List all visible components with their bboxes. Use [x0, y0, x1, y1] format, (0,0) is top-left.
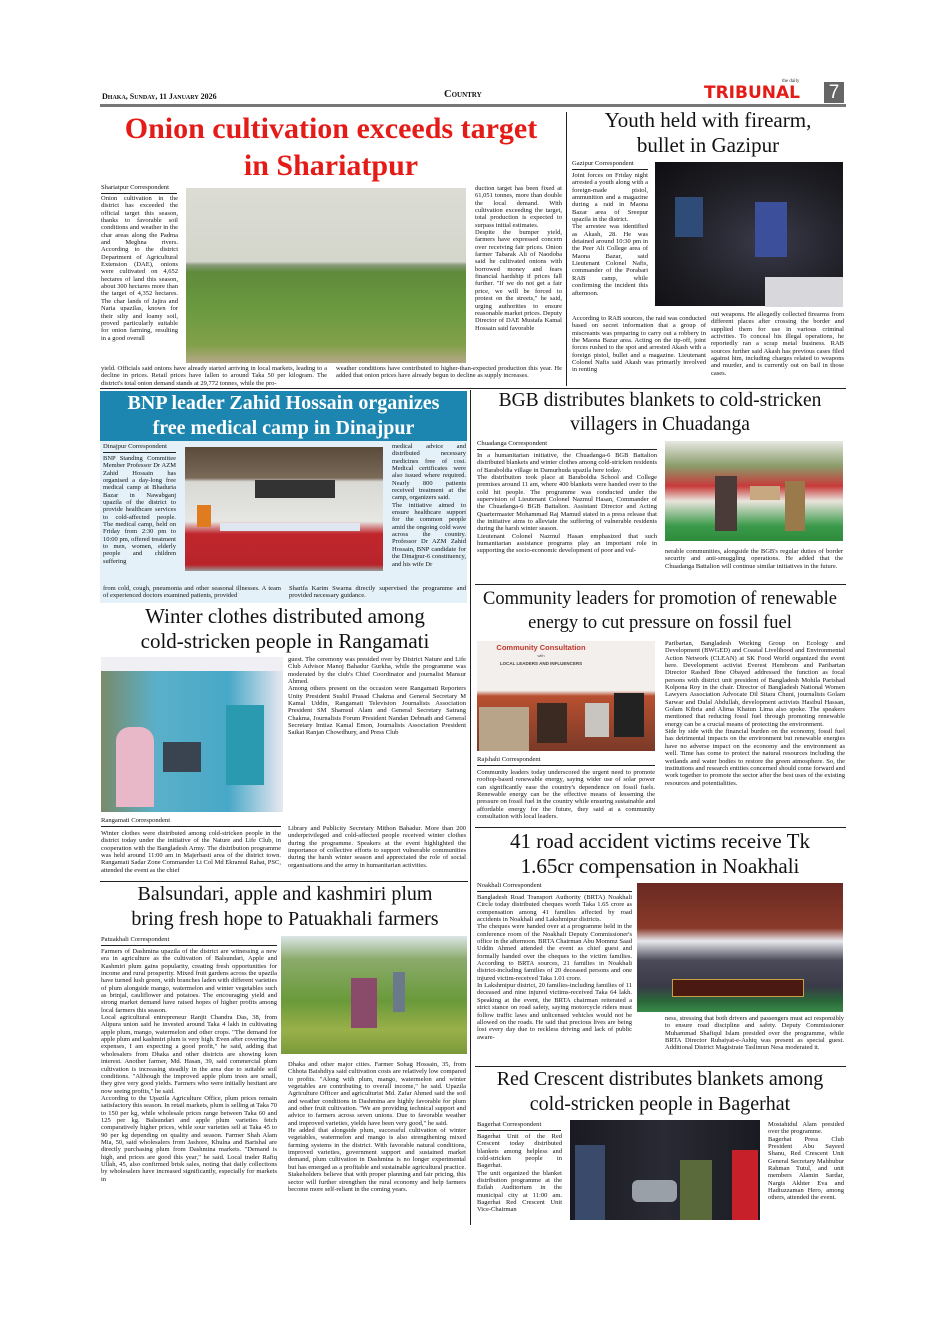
speaker-figure — [585, 703, 609, 737]
headline-line: cold-stricken people in Rangamati — [140, 629, 430, 653]
bagerhat-headline — [474, 1067, 846, 1117]
bnp-text-4: Sharifa Karim Swarna directly supervised the programme and provided necessary guidance. — [289, 585, 466, 600]
gazipur-text-1: Joint forces on Friday night arrested a youth along with a foreign-made pistol, ammunition and a magazine during a raid in Maona Bazar area of Sreepur upazila in the district. The arrestee was identified as Akash, 28. He was detained around 10:30 pm in the Peer Ali College area of Maona Bazar, said Lieutenant Colonel Nafis, commander of the Porabari RAB camp, while confirming the incident this afternoon. — [572, 172, 648, 297]
plum-garden-photo — [281, 936, 467, 1054]
section-rule — [475, 827, 846, 828]
rangamati-text-1: guest. The ceremony was presided over by District Nature and Life Club Advisor Manoj Bahadur Gurkha, while the programme was moderated by the club's Chief Coordinator and journalist Mansur Ahmed. Among others present on the occasion were Rangamati Reporters Unity President Sushil Prasad Chakma and General Secretary M Kamal Uddin, Rangamati Television Journalists Association President SM Shamsul Alam and General Secretary Satrang Chakma, Journalists Forum President Nandan Debnath and General Secretary Imtiaz Kamal Emon, Journalists Association President Saikat Ranjan Chowdhury, and Press Club — [288, 656, 466, 737]
bagerhat-text-1: Bagerhat Unit of the Red Crescent today distributed blankets among helpless and cold-stricken people in Bagerhat. The unit organized the blanket distribution programme at the Esilah Auditorium in the municipal city at 11:00 am. Bagerhat Red Crescent Unit Vice-Chairman — [477, 1133, 562, 1214]
headline-line: energy to cut pressure on fossil fuel — [528, 613, 792, 633]
headline-line: BNP leader Zahid Hossain organizes — [127, 392, 440, 414]
person-figure — [575, 1145, 605, 1220]
banner-sub: with — [537, 653, 545, 658]
gazipur-text-3: out weapons. He allegedly collected firearms from different places after crossing the border and supplied them for use in various criminal activities. To conceal his illegal operations, he reportedly ran a scrap metal business. RAB sources further said Akash has previous cases filed against him, including charges related to weapons and murder, and is currently out on bail in those cases. — [711, 311, 844, 377]
onion-text-3: duction target has been fixed at 61,051 tonnes, more than double the local demand. With cultivation exceeding the target, total production is expected to surpass initial estimates. Despite the bumper yield, farmers have expressed concern over receiving fair prices. Onion farmer Tabarak Ali of Naodoba said he cultivated onions with borrowed money and fears financial hardship if prices fall further. "If we do not get a fair price, we will be forced to protest on the streets," he said, urging authorities to ensure reasonable market prices. Deputy Director of DAE Mustafa Kamal Hossain said favorable — [475, 185, 562, 332]
community-byline: Rajshahi Correspondent — [477, 756, 655, 766]
headline-line: villagers in Chuadanga — [570, 414, 750, 435]
onion-field-photo — [186, 188, 466, 363]
bagerhat-byline: Bagerhat Correspondent — [477, 1121, 561, 1131]
patuakhali-text-2: Dhaka and other major cities. Farmer Sohag Hossain, 35, from Chhota Baishdiya said cultivation costs are relatively low compared to profits. "Along with plum, mango, watermelon and winter vegetables are contributing to overall income," he said. Upazila Agriculture Officer and agriculturist Md. Zafar Ahmed said the soil and weather conditions in Dashmina are highly favorable for plum and other fruit cultivation. "We are providing technical support and advice to farmers across seven unions. Due to favorable weather and improved varieties, yields have been very good," he said. He added that alongside plum, successful cultivation of winter vegetables, watermelon and mango is also strengthening mixed farming systems in the district. With favorable natural conditions, improved varieties, government support and sustained market demand, plum cultivation in Dashmina is no longer experimental but has emerged as a profitable and sustainable agricultural practice. Stakeholders believe that with proper planning and fair pricing, this sector will further strengthen the rural economy and help farmers become more self-reliant in the coming years. — [288, 1061, 466, 1193]
distributor-figure — [226, 705, 264, 785]
gazipur-text-2: According to RAB sources, the raid was conducted based on secret information that a group of miscreants was preparing to carry out a robbery in the Maona Bazar area. Acting on the tip-off, joint forces rushed to the spot and arrested Akash with a foreign pistol, bullet and a magazine. Lieutenant Colonel Nafis said Akash was primarily involved in renting — [572, 315, 706, 374]
bgb-headline — [474, 389, 846, 437]
recipient-figure — [680, 1160, 712, 1220]
dateline: Dhaka, Sunday, 11 January 2026 — [102, 92, 217, 101]
bnp-text-1: BNP Standing Committee Member Professor Dr AZM Zahid Hossain has organised a day-long free medical camp at Bhaduria Bazar in Nawabganj upazila of the district to provide healthcare services to cold-affected people. The medical camp, held on Friday from 2:30 pm to 10:00 pm, offered treatment to men, women, elderly people and children suffering — [103, 455, 176, 565]
community-text-2: Paribartan, Bangladesh Working Group on Ecology and Development (BWGED) and Coastal Livelihood and Environmental Action Network (CLEAN) at SK Food World organized the event here. Development activist Everest Hembrom and Paribartan Director Rashed Ibne Obayed addressed the function as focal persons with district unit president of Bangladesh Mohila Parishad Kolpona Roy in the chair. Director of Bangladesh National Women Lawyers Association Advocate Dil Sitara Chuni, journalists Golam Sarwar and Dulal Abdullah, development activists Hasibul Hassan, Golam Kibria and Alima Khatun Lima also spoke. The speakers mentioned that reducing fossil fuel through promoting renewable energy can be a crucial means of protecting the environment. Side by side with the financial burden on the economy, fossil fuel has detrimental impacts on the environment but renewable energies have no adverse impact on the economy and the environment as well. Time has come to protect the natural resources including the wetlands and water bodies to restore the green atmosphere. So, the institutions and research entities concerned should come forward and work together to promote the sector after the best uses of the existing resources and potentialities. — [665, 640, 845, 787]
logo-tagline: the daily — [782, 79, 800, 84]
onion-text-2: yield. Officials said onions have already started arriving in local markets, leading to a decline in prices. Retail prices have fallen to around Taka 50 per kilogram. The district's total onion demand stands at 29,772 tonnes, while the pro- — [101, 365, 327, 387]
camp-banner — [255, 480, 335, 498]
gazipur-byline: Gazipur Correspondent — [572, 160, 648, 170]
blanket-package — [750, 486, 780, 500]
headline-line: Winter clothes distributed among — [145, 604, 425, 628]
red-crescent-photo — [570, 1120, 760, 1220]
onion-text-4: weather conditions have contributed to higher-than-expected production this year. He added that onion prices have already begun to decline as supply increases. — [336, 365, 562, 380]
bgb-text-2: nerable communities, alongside the BGB's regular duties of border security and anti-smuggling operations. He added that the Chuadanga Battalion will continue similar initiatives in the future. — [665, 548, 843, 570]
column-divider — [566, 112, 567, 386]
nameplate — [672, 979, 804, 997]
gazipur-headline — [570, 108, 846, 158]
bnp-text-3: medical advice and distributed necessary medicines free of cost. Medical certificates were also issued where required. Nearly 800 patients received treatment at the camp, organizers said. The initiative aimed to ensure healthcare support for the common people amid the ongoing cold wave across the country. Professor Dr AZM Zahid Hossain, BNP candidate for the Dinajpur-6 constituency, and his wife Dr — [392, 443, 466, 568]
bgb-byline: Chuadanga Correspondent — [477, 440, 657, 450]
headline-line: in Shariatpur — [243, 149, 419, 182]
bagerhat-text-2: Mostahidul Alam presided over the programme. Bagerhat Press Club President Abu Sayeed Shanu, Red Crescent Unit General Secretary Mahbubur Rahman Tutul, and unit members Alamin Sardar, Nargis Akhter Eva and Hadiuzzaman Hero, among others, attended the event. — [768, 1121, 844, 1202]
bnp-text-2: from cold, cough, pneumonia and other seasonal illnesses. A team of experienced doctors examined patients, provided — [103, 585, 281, 600]
newspaper-logo — [704, 79, 846, 104]
community-text-1: Community leaders today underscored the urgent need to promote rooftop-based renewable energy, saying wider use of solar power can significantly ease the country's dependence on fossil fuels. Renewable energy can be the effective means of lessening the pressure on fossil fuel in the country while ensuring sustainable and affordable energy for the future, they said at a community consultation with local leaders. — [477, 769, 655, 821]
headline-line: BGB distributes blankets to cold-stricken — [498, 390, 822, 411]
bgb-distribution-photo — [665, 441, 843, 541]
noakhali-byline: Noakhali Correspondent — [477, 882, 632, 892]
banner-title: Community Consultation — [496, 643, 586, 652]
logo-wordmark: TRIBUNAL — [704, 83, 800, 103]
consultation-banner — [481, 644, 601, 668]
bgb-text-1: In a humanitarian initiative, the Chuadanga-6 BGB Battalion distributed blankets and winter clothes among cold-stricken residents of Baraboldia village in Damurhuda upazila here today. The distribution took place at Baraboldia School and College premises around 11 am, where 400 blankets were handed over to the cold hit people. The programme was conducted under the supervision of Lieutenant Colonel Nazmul Hasan, Commander of the Chuadanga-6 BGB Battalion. Assistant Director and Acting Quartermaster Mohammad Raj Mamud stated in a press release that the initiative aims to alleviate the suffering of vulnerable residents during the harsh winter season. Lieutenant Colonel Nazmul Hasan emphasized that such humanitarian assistance programs play an important role in supporting the socio-economic development of poor and vul- — [477, 452, 657, 555]
headline-line: Youth held with firearm, — [604, 108, 812, 132]
community-consultation-photo — [477, 641, 655, 751]
noakhali-cheque-photo — [637, 883, 843, 1012]
villager-figure — [785, 481, 805, 531]
speaker-figure — [479, 707, 529, 751]
headline-line: Red Crescent distributes blankets among — [496, 1068, 824, 1090]
arrestee-figure — [755, 202, 787, 257]
headline-line: Onion cultivation exceeds target — [124, 112, 538, 145]
rangamati-headline — [100, 604, 470, 654]
winter-clothes-package — [163, 742, 201, 772]
community-headline — [474, 587, 846, 635]
bnp-byline: Dinajpur Correspondent — [103, 443, 176, 453]
noakhali-text-2: ness, stressing that both drivers and passengers must act responsibly to ensure road discipline and safety. Deputy Commissioner Muhammad Shafiqul Islam presided over the programme, while BRTA Director Rubaiyat-e-Ashiq was present as special guest. Additional District Magistrate Taslimun Nesa moderated it. — [665, 1015, 844, 1052]
patuakhali-headline — [100, 882, 470, 932]
onion-headline — [100, 110, 562, 184]
section-title: Country — [444, 89, 482, 100]
section-rule — [475, 584, 846, 585]
headline-line: 41 road accident victims receive Tk — [510, 829, 810, 853]
headline-line: Balsundari, apple and kashmiri plum — [137, 883, 433, 905]
banner-sub: LOCAL LEADERS AND INFLUENCERS — [499, 661, 583, 666]
officer-figure — [393, 972, 405, 1012]
patuakhali-text-1: Farmers of Dashmina upazila of the district are witnessing a new era in agriculture as the cultivation of Balsundari, Apple and Kashmiri plum gains popularity, creating fresh opportunities for income and rural prosperity. Mixed fruit gardens across the upazila have turned lush green, with branches laden with different varieties of plum alongside mango, watermelon and winter vegetables such as brinjal, cauliflower and potatoes. The encouraging yield and strong market demand have raised hopes of higher profits among local farmers this season. Local agricultural entrepreneur Ranjit Chandra Das, 38, from Alipura union said he invested around Taka 4 lakh in cultivating apple plum, mango, watermelon and other crops. "The demand for apple plum and kashmiri plum is very high. Even after covering the expenses, I am expecting a good profit," he said, adding that wholesalers from Dhaka and other districts are showing keen interest. Another farmer, Md. Hasan, 39, said commercial plum cultivation is increasing steadily in the area due to suitable soil conditions. "Although the improved apple plum trees are small, they give very good yields. Farmers who were initially hesitant are now seeing profits," he said. According to the Upazila Agriculture Office, plum prices remain satisfactory this season. In retail markets, plum is selling at Taka 70 to 150 per kg, while wholesale prices range between Taka 60 and 125 per kg. Balsundari and apple plum varieties fetch comparatively higher prices, while sour varieties sell at Taka 45 to 90 per kg depending on quality and season. Farmer Shah Alam Mia, 50, said wholesalers from Jashore, Khulna and Barishal are directly purchasing plum from Dashmina markets. "Demand is high, and prices are good this year," he said. Local trader Rafiq Ullah, 45, also confirmed brisk sales, noting that daily collections by wholesalers have increased significantly, especially for markets in — [101, 948, 277, 1183]
onion-byline: Shariatpur Correspondent — [101, 184, 177, 194]
headline-line: bullet in Gazipur — [636, 133, 780, 157]
gazipur-arrest-photo — [655, 162, 843, 306]
rangamati-text-3: Library and Publicity Secretary Mithon Bahadur. More than 200 underprivileged and cold-affected people received winter clothes during the programme. Speakers at the event highlighted the importance of collective efforts to support vulnerable communities during the harsh winter season and appreciated the role of social organisations and the army in humanitarian activities. — [288, 825, 466, 869]
headline-line: cold-stricken people in Bagerhat — [529, 1093, 791, 1115]
headline-line: bring fresh hope to Patuakhali farmers — [131, 908, 439, 930]
onion-text-1: Onion cultivation in the district has exceeded the official target this season, thanks to favorable soil conditions and weather in the char areas along the Padma and Meghna rivers. According to the district Department of Agricultural Extension (DAE), onions were cultivated on 4,652 hectares of land this season, about 300 hectares more than the target of 4,352 hectares. The char lands of Jajira and Naria upazilas, known for their silty and loamy soil, proved particularly suitable for onion farming, resulting in a good overall — [101, 195, 178, 342]
noakhali-text-1a: Bangladesh Road Transport Authority (BRTA) Noakhali Circle today distributed cheques worth Taka 1.65 crore as compensation among 41 families affected by road accidents in Noakhali and Lakshmipur districts. The cheques were handed over at a programme held in the conference room of the Noakhali Deputy Commissioner's office in the afternoon. BRTA Chairman Abu Mommz Saad Uddin Ahmed attended the event as chief guest and formally handed over the cheques to the victim families. According to BRTA sources, 21 families in Noakhali district-including families of 20 deceased persons and one injured victim-received Taka 1.01 crore. In Lakshmipur district, 20 families-including families of 11 deceased and nine injured victims-received Taka 64 lakh. Speaking at the event, the BRTA chairman reiterated a strict stance on road safety, saying motorcycle riders must follow traffic laws and unlicensed vehicles would not be allowed on the roads. He said that precious lives are being lost every day due to reckless driving and lack of public aware- — [477, 894, 632, 1041]
masthead-rule — [100, 104, 846, 107]
headline-line: 1.65cr compensation in Noakhali — [520, 854, 800, 878]
medical-camp-photo — [185, 447, 383, 571]
recipient-figure — [116, 727, 154, 807]
noakhali-headline — [474, 829, 846, 879]
headline-line: free medical camp in Dinajpur — [152, 417, 415, 439]
volunteer-figure — [732, 1150, 758, 1220]
farmer-figure — [351, 978, 377, 1028]
rangamati-distribution-photo — [101, 657, 283, 812]
seized-items-table — [765, 277, 843, 307]
bnp-headline — [100, 391, 467, 441]
patuakhali-byline: Patuakhali Correspondent — [101, 936, 277, 946]
page-number: 7 — [824, 82, 844, 103]
medicine-table — [220, 523, 360, 531]
soldier-figure — [715, 476, 737, 531]
rangamati-byline: Rangamati Correspondent — [101, 817, 281, 827]
blanket — [632, 1180, 677, 1202]
column-divider — [470, 390, 471, 1225]
tent-roof — [101, 657, 283, 671]
person-figure — [197, 505, 211, 527]
speaker-figure — [537, 703, 567, 743]
rab-vest — [675, 197, 703, 237]
headline-line: Community leaders for promotion of renewable — [483, 589, 837, 609]
rangamati-text-2: Winter clothes were distributed among cold-stricken people in the district today under the initiative of the Nature and Life Club, in cooperation with the Bangladesh Army. The distribution programme was held around 11:00 am in Majerbasti area of the district town. Rangamati Sadar Zone Commander Lt Col Md Ekramul Rahat, PSC, attended the event as the chief — [101, 830, 281, 874]
speaker-figure — [614, 693, 644, 737]
